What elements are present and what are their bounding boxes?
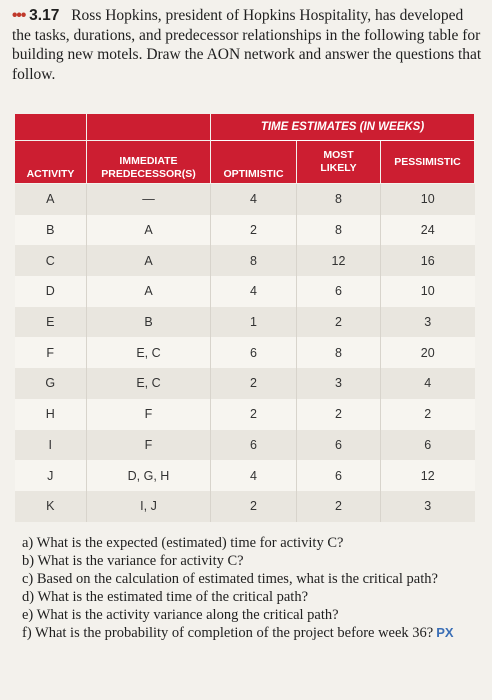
table-row [15, 276, 475, 307]
question-item [22, 588, 484, 606]
question-text: e) What is the activity variance along the critical path? [22, 607, 339, 623]
question-text: b) What is the variance for activity C? [22, 553, 244, 569]
header-predecessors: IMMEDIATE PREDECESSOR(S) [87, 141, 211, 184]
cell-most-likely: 6 [297, 276, 381, 307]
cell-activity: G [15, 368, 87, 399]
cell-pessimistic: 2 [381, 399, 475, 430]
cell-predecessors: B [87, 307, 211, 338]
cell-predecessors: A [87, 215, 211, 246]
question-item [22, 552, 484, 570]
question-item [22, 606, 484, 624]
table-row [15, 491, 475, 522]
cell-optimistic: 2 [211, 215, 297, 246]
table-row [15, 460, 475, 491]
cell-most-likely: 3 [297, 368, 381, 399]
cell-predecessors: F [87, 430, 211, 461]
table-row [15, 368, 475, 399]
cell-activity: F [15, 337, 87, 368]
cell-optimistic: 2 [211, 368, 297, 399]
cell-pessimistic: 16 [381, 245, 475, 276]
cell-predecessors: F [87, 399, 211, 430]
cell-pessimistic: 24 [381, 215, 475, 246]
table-row [15, 245, 475, 276]
cell-predecessors: — [87, 184, 211, 215]
cell-optimistic: 4 [211, 184, 297, 215]
question-item [22, 624, 484, 642]
question-text: c) Based on the calculation of estimated times, what is the critical path? [22, 571, 438, 587]
cell-optimistic: 1 [211, 307, 297, 338]
cell-activity: E [15, 307, 87, 338]
cell-pessimistic: 10 [381, 276, 475, 307]
cell-most-likely: 12 [297, 245, 381, 276]
cell-predecessors: E, C [87, 337, 211, 368]
cell-predecessors: A [87, 276, 211, 307]
question-item [22, 570, 484, 588]
question-text: f) What is the probability of completion of the project before week 36? [22, 625, 434, 641]
question-text: d) What is the estimated time of the critical path? [22, 589, 309, 605]
cell-predecessors: A [87, 245, 211, 276]
cell-pessimistic: 3 [381, 307, 475, 338]
cell-most-likely: 8 [297, 337, 381, 368]
cell-activity: J [15, 460, 87, 491]
cell-pessimistic: 6 [381, 430, 475, 461]
difficulty-dots: ••• [12, 7, 26, 24]
problem-number: 3.17 [29, 7, 60, 24]
table-body [15, 184, 475, 522]
question-item [22, 534, 484, 552]
header-most-likely: MOST LIKELY [297, 141, 381, 184]
cell-pessimistic: 3 [381, 491, 475, 522]
table-row [15, 430, 475, 461]
cell-activity: I [15, 430, 87, 461]
table-row [15, 215, 475, 246]
cell-pessimistic: 4 [381, 368, 475, 399]
cell-optimistic: 6 [211, 430, 297, 461]
cell-predecessors: D, G, H [87, 460, 211, 491]
cell-activity: H [15, 399, 87, 430]
header-pessimistic: PESSIMISTIC [381, 141, 475, 184]
cell-activity: B [15, 215, 87, 246]
cell-activity: C [15, 245, 87, 276]
px-logo-icon: PX [436, 625, 454, 640]
cell-most-likely: 6 [297, 460, 381, 491]
header-optimistic: OPTIMISTIC [211, 141, 297, 184]
cell-pessimistic: 10 [381, 184, 475, 215]
question-text: a) What is the expected (estimated) time for activity C? [22, 535, 344, 551]
cell-activity: K [15, 491, 87, 522]
cell-activity: A [15, 184, 87, 215]
cell-most-likely: 2 [297, 307, 381, 338]
cell-optimistic: 2 [211, 399, 297, 430]
cell-optimistic: 4 [211, 276, 297, 307]
cell-predecessors: I, J [87, 491, 211, 522]
problem-text: Ross Hopkins, president of Hopkins Hospitality, has developed the tasks, durations, and predecessor relationships in the following table for building new motels. Draw the AON network and answer the questions that follow. [12, 7, 482, 83]
cell-most-likely: 8 [297, 215, 381, 246]
table-row [15, 307, 475, 338]
cell-predecessors: E, C [87, 368, 211, 399]
cell-optimistic: 2 [211, 491, 297, 522]
cell-pessimistic: 12 [381, 460, 475, 491]
cell-most-likely: 6 [297, 430, 381, 461]
table-row [15, 184, 475, 215]
cell-optimistic: 8 [211, 245, 297, 276]
table-row [15, 337, 475, 368]
header-blank-2 [87, 114, 211, 141]
group-header: TIME ESTIMATES (IN WEEKS) [211, 114, 475, 141]
cell-most-likely: 2 [297, 491, 381, 522]
cell-most-likely: 8 [297, 184, 381, 215]
problem-statement [12, 6, 482, 84]
table-row [15, 399, 475, 430]
question-list [22, 534, 484, 642]
activity-table [14, 113, 474, 522]
header-blank-1 [15, 114, 87, 141]
cell-pessimistic: 20 [381, 337, 475, 368]
header-activity: ACTIVITY [15, 141, 87, 184]
cell-activity: D [15, 276, 87, 307]
cell-optimistic: 4 [211, 460, 297, 491]
cell-optimistic: 6 [211, 337, 297, 368]
cell-most-likely: 2 [297, 399, 381, 430]
